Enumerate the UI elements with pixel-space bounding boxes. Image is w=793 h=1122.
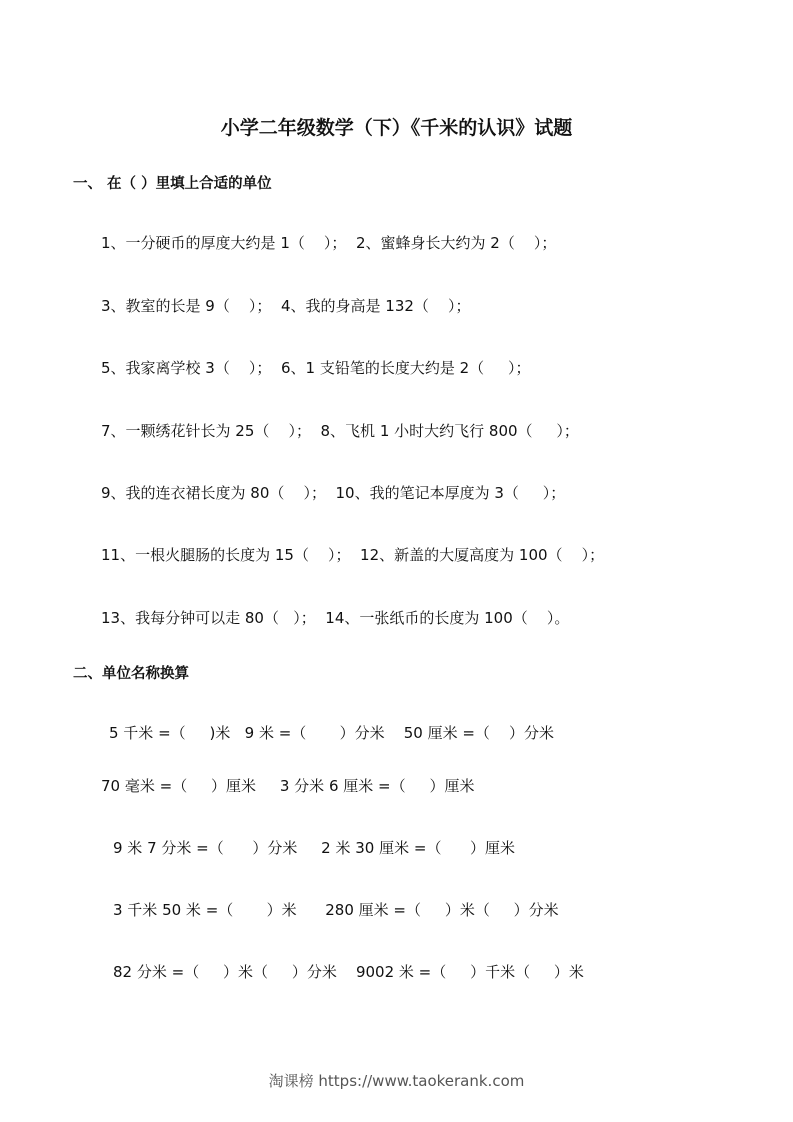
question-line-2: 3、教室的长是 9（ ）； 4、我的身高是 132（ ）； [101, 297, 471, 315]
conversion-line-1: 5 千米 =（ )米 9 米 =（ ）分米 50 厘米 =（ ）分米 [109, 724, 555, 742]
question-line-3: 5、我家离学校 3（ ）； 6、1 支铅笔的长度大约是 2（ ）； [101, 359, 531, 377]
section-2-heading: 二、单位名称换算 [73, 666, 189, 682]
question-line-4: 7、一颗绣花针长为 25（ ）； 8、飞机 1 小时大约飞行 800（ ）； [101, 422, 579, 440]
conversion-line-5: 82 分米 =（ ）米（ ）分米 9002 米 =（ ）千米（ ）米 [113, 963, 584, 981]
conversion-line-4: 3 千米 50 米 =（ ）米 280 厘米 =（ ）米（ ）分米 [113, 901, 559, 919]
conversion-line-2: 70 毫米 =（ ）厘米 3 分米 6 厘米 =（ ）厘米 [101, 777, 475, 795]
conversion-line-3: 9 米 7 分米 =（ ）分米 2 米 30 厘米 =（ ）厘米 [113, 839, 516, 857]
section-1-heading: 一、 在（ ）里填上合适的单位 [73, 176, 272, 192]
page-title: 小学二年级数学（下）《千米的认识》试题 [220, 117, 573, 139]
question-line-6: 11、一根火腿肠的长度为 15（ ）； 12、新盖的大厦高度为 100（ ）； [101, 546, 605, 564]
question-line-5: 9、我的连衣裙长度为 80（ ）； 10、我的笔记本厚度为 3（ ）； [101, 484, 566, 502]
question-line-1: 1、一分硬币的厚度大约是 1（ ）； 2、蜜蜂身长大约为 2（ ）； [101, 234, 557, 252]
footer-watermark: 淘课榜 https://www.taokerank.com [268, 1072, 525, 1090]
question-line-7: 13、我每分钟可以走 80（ ）； 14、一张纸币的长度为 100（ ）。 [101, 609, 570, 627]
